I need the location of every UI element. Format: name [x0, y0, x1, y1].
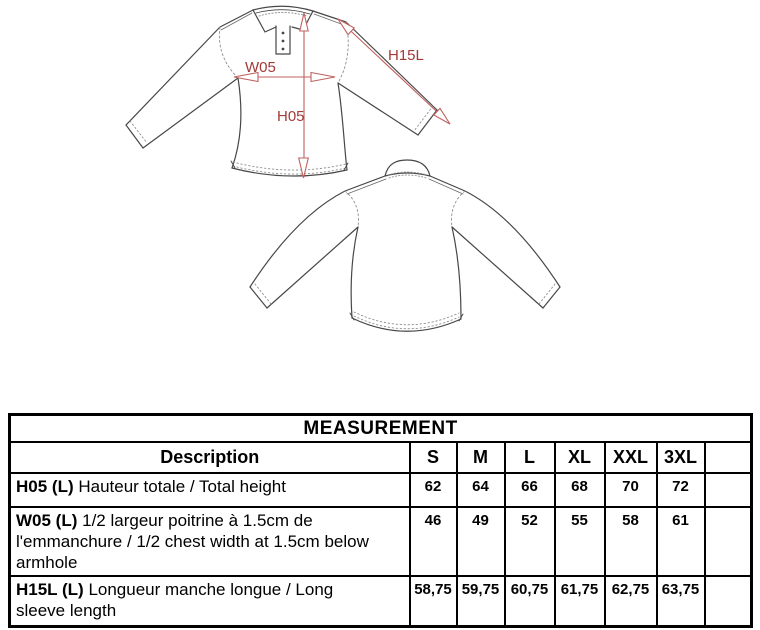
front-right-sleeve — [338, 22, 437, 135]
dimension-h15l-arrow — [338, 19, 450, 124]
value-cell: 61 — [657, 507, 705, 576]
value-cell: 68 — [555, 473, 605, 507]
front-view — [126, 6, 437, 176]
value-cell: 61,75 — [555, 576, 605, 627]
value-cell: 66 — [505, 473, 555, 507]
value-cell: 70 — [605, 473, 657, 507]
value-cell: 59,75 — [457, 576, 505, 627]
column-header-size-xxl: XXL — [605, 442, 657, 473]
value-cell: 52 — [505, 507, 555, 576]
value-cell-empty — [705, 507, 752, 576]
table-title: MEASUREMENT — [10, 415, 752, 443]
table-row-h05 — [10, 473, 752, 507]
back-view — [250, 160, 560, 331]
value-cell: 62,75 — [605, 576, 657, 627]
column-header-size-m: M — [457, 442, 505, 473]
table-row-w05 — [10, 507, 752, 576]
back-right-sleeve — [452, 191, 560, 308]
value-cell-empty — [705, 576, 752, 627]
value-cell: 72 — [657, 473, 705, 507]
measure-text: 1/2 largeur poitrine à 1.5cm de l'emmanchure / 1/2 chest width at 1.5cm below armhole — [16, 511, 369, 572]
dimension-w05-label: W05 — [245, 59, 276, 76]
column-header-size-3xl: 3XL — [657, 442, 705, 473]
value-cell: 60,75 — [505, 576, 555, 627]
column-header-size-s: S — [410, 442, 457, 473]
value-cell: 46 — [410, 507, 457, 576]
row-description — [10, 576, 410, 627]
back-collar — [385, 160, 430, 178]
table-header-row — [10, 442, 752, 473]
column-header-empty — [705, 442, 752, 473]
value-cell-empty — [705, 473, 752, 507]
value-cell: 49 — [457, 507, 505, 576]
measure-code: H15L (L) — [16, 580, 84, 599]
measure-text: Hauteur totale / Total height — [78, 477, 286, 496]
back-left-sleeve — [250, 191, 358, 308]
front-body — [219, 10, 348, 176]
value-cell: 63,75 — [657, 576, 705, 627]
dimension-h05-arrow — [299, 13, 309, 178]
table-title-row — [10, 415, 752, 443]
value-cell: 58,75 — [410, 576, 457, 627]
column-header-size-xl: XL — [555, 442, 605, 473]
dimension-annotations — [234, 13, 450, 178]
measure-code: H05 (L) — [16, 477, 74, 496]
table-row-h15l — [10, 576, 752, 627]
measure-code: W05 (L) — [16, 511, 78, 530]
measurement-table — [8, 413, 753, 628]
row-description — [10, 473, 410, 507]
back-body — [345, 176, 465, 331]
value-cell: 64 — [457, 473, 505, 507]
value-cell: 62 — [410, 473, 457, 507]
value-cell: 55 — [555, 507, 605, 576]
column-header-description: Description — [10, 442, 410, 473]
dimension-h15l-label: H15L — [388, 47, 424, 64]
dimension-h05-label: H05 — [277, 108, 305, 125]
row-description — [10, 507, 410, 576]
measure-text: Longueur manche longue / Long sleeve length — [16, 580, 334, 620]
front-left-sleeve — [126, 27, 238, 148]
column-header-size-l: L — [505, 442, 555, 473]
value-cell: 58 — [605, 507, 657, 576]
